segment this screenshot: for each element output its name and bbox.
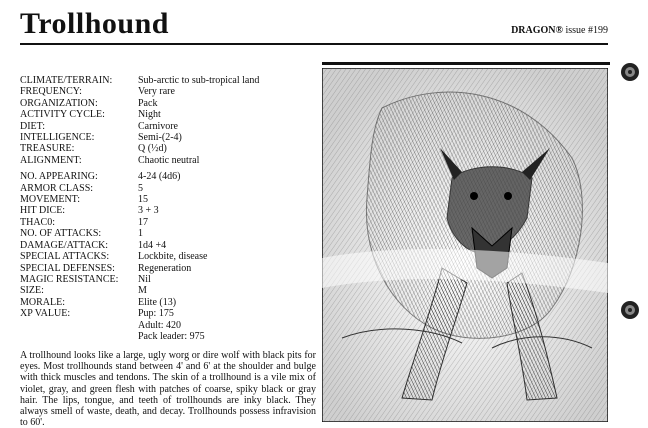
stat-label: NO. APPEARING: [20, 171, 98, 183]
stat-label: MOVEMENT: [20, 194, 81, 206]
stat-value: Semi-(2-4) [138, 132, 182, 144]
stat-row-special-defenses [20, 263, 320, 274]
stat-value: Sub-arctic to sub-tropical land [138, 75, 260, 86]
stat-row-armor [20, 183, 320, 194]
stat-label: XP VALUE: [20, 308, 71, 320]
stat-value: 1d4 +4 [138, 239, 167, 251]
stat-label: ACTIVITY CYCLE: [20, 109, 105, 121]
stat-value: Q (½d) [138, 143, 167, 155]
stat-row-treasure [20, 143, 320, 154]
xp-pack-leader: Pack leader: 975 [138, 330, 205, 342]
stat-label: HIT DICE: [20, 205, 66, 217]
issue-brand: DRAGON® [511, 25, 563, 36]
page-title: Trollhound [20, 7, 169, 40]
stat-row-frequency [20, 86, 320, 97]
stat-row-activity [20, 109, 320, 120]
stat-value: M [138, 285, 147, 297]
stat-label: DIET: [20, 120, 46, 132]
stat-label: SPECIAL ATTACKS: [20, 251, 110, 263]
stat-label: SIZE: [20, 285, 44, 297]
trollhound-illustration [322, 68, 608, 422]
stat-value: Chaotic neutral [138, 154, 200, 166]
stat-label: SPECIAL DEFENSES: [20, 262, 115, 274]
stat-value: Regeneration [138, 262, 192, 274]
stat-row-damage [20, 240, 320, 251]
stat-row-appearing [20, 171, 320, 182]
header-rule [20, 43, 608, 45]
stat-label: FREQUENCY: [20, 86, 82, 98]
stat-block [20, 75, 320, 342]
stat-value: 4-24 (4d6) [138, 171, 181, 183]
stat-row-hitdice [20, 205, 320, 216]
stat-label: TREASURE: [20, 143, 75, 155]
stat-row-intelligence [20, 132, 320, 143]
stat-value: 5 [138, 182, 143, 194]
stat-label: ARMOR CLASS: [20, 182, 94, 194]
stat-row-climate [20, 75, 320, 86]
stat-row-movement [20, 194, 320, 205]
stat-row-diet [20, 121, 320, 132]
stat-row-thac0 [20, 217, 320, 228]
stat-row-xp [20, 308, 320, 319]
rosette-icon [620, 62, 640, 82]
stat-label: ALIGNMENT: [20, 154, 82, 166]
stat-label: MORALE: [20, 296, 65, 308]
stat-value: Night [138, 109, 161, 121]
stat-label: INTELLIGENCE: [20, 132, 95, 144]
stat-label: MAGIC RESISTANCE: [20, 273, 119, 285]
xp-adult: Adult: 420 [138, 319, 182, 331]
stat-label: NO. OF ATTACKS: [20, 228, 102, 240]
stat-row-size [20, 285, 320, 296]
stat-row-morale [20, 297, 320, 308]
stat-row-special-attacks [20, 251, 320, 262]
stat-row-magic-resistance [20, 274, 320, 285]
description-paragraph: A trollhound looks like a large, ugly worg or dire wolf with black pits for eyes. Most trollhounds stand between 4' and 6' at the shoulder and bulge with thick muscles and tendons. The skin of a trollhound is a vile mix of violet, gray, and green flesh with patches of coarse, spiky black or gray hair. The lips, tongue, and teeth of trollhounds are inky black. They always smell of waste, death, and decay. Trollhounds possess infravision to 60'. [20, 350, 316, 428]
stat-label: CLIMATE/TERRAIN: [20, 75, 113, 86]
stat-row-alignment [20, 155, 320, 166]
stat-value: Pack [138, 97, 158, 109]
stat-value: 3 + 3 [138, 205, 159, 217]
stat-value: 1 [138, 228, 143, 240]
rosette-icon [620, 300, 640, 320]
illustration-top-rule [322, 62, 610, 65]
stat-row-attacks [20, 228, 320, 239]
stat-value: Lockbite, disease [138, 251, 208, 263]
stat-value: Nil [138, 273, 151, 285]
stat-value: Carnivore [138, 120, 178, 132]
stat-label: ORGANIZATION: [20, 97, 98, 109]
issue-number: issue #199 [563, 25, 608, 36]
stat-value: Very rare [138, 86, 175, 98]
stat-label: DAMAGE/ATTACK: [20, 239, 109, 251]
stat-value: 17 [138, 216, 148, 228]
stat-value: Elite (13) [138, 296, 177, 308]
stat-value: 15 [138, 194, 148, 206]
issue-label [511, 24, 608, 38]
stat-value: Pup: 175 [138, 308, 174, 320]
stat-label: THAC0: [20, 216, 55, 228]
stat-row-organization [20, 98, 320, 109]
